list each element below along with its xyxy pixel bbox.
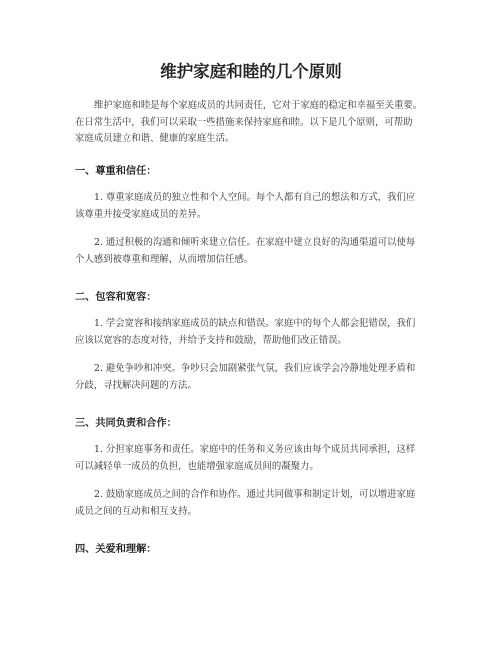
section-2-item-2-line-1: 2. 避免争吵和冲突。争吵只会加剧紧张气氛，我们应该学会冷静地处理矛盾和: [94, 363, 416, 374]
section-heading-care-understanding: 四、关爱和理解：: [75, 544, 157, 555]
section-heading-respect-trust: 一、尊重和信任：: [75, 166, 157, 177]
section-3-item-2-line-1: 2. 鼓励家庭成员之间的合作和协作。通过共同做事和制定计划，可以增进家庭: [94, 489, 416, 500]
intro-paragraph: [75, 98, 422, 148]
intro-line-3: 家庭成员建立和谐、健康的家庭生活。: [75, 133, 235, 144]
section-1-item-2-line-1: 2. 通过积极的沟通和倾听来建立信任。在家庭中建立良好的沟通渠道可以使每: [94, 237, 416, 248]
section-1-item-1-line-2: 该尊重并接受家庭成员的差异。: [75, 208, 207, 220]
section-1-item-1: [75, 190, 415, 223]
section-heading-tolerance: 二、包容和宽容：: [75, 292, 157, 303]
section-1-item-1-line-1: 1. 尊重家庭成员的独立性和个人空间。每个人都有自己的想法和方式，我们应: [94, 192, 416, 203]
section-3-item-1-line-2: 可以减轻单一成员的负担，也能增强家庭成员间的凝聚力。: [75, 460, 319, 472]
section-2-item-1-line-2: 应该以宽容的态度对待，并给予支持和鼓励，帮助他们改正错误。: [75, 334, 347, 346]
section-3-item-2-line-2: 成员之间的互动和相互支持。: [75, 505, 197, 517]
intro-line-2: 在日常生活中，我们可以采取一些措施来保持家庭和睦。以下是几个原则，可帮助: [75, 116, 413, 128]
section-2-item-1: [75, 316, 415, 349]
section-2-item-1-line-1: 1. 学会宽容和接纳家庭成员的缺点和错误。家庭中的每个人都会犯错误，我们: [94, 318, 416, 329]
section-3-item-2: [75, 487, 415, 520]
section-3-item-1-line-1: 1. 分担家庭事务和责任。家庭中的任务和义务应该由每个成员共同承担，这样: [94, 444, 416, 455]
section-1-item-2: [75, 235, 415, 268]
section-2-item-2-line-2: 分歧，寻找解决问题的方法。: [75, 379, 197, 391]
section-heading-cooperation: 三、共同负责和合作：: [75, 418, 177, 429]
section-3-item-1: [75, 442, 415, 475]
intro-line-1: 维护家庭和睦是每个家庭成员的共同责任，它对于家庭的稳定和幸福至关重要。: [94, 100, 423, 111]
section-2-item-2: [75, 361, 415, 394]
document-title: 维护家庭和睦的几个原则: [160, 62, 342, 81]
section-1-item-2-line-2: 个人感到被尊重和理解，从而增加信任感。: [75, 253, 254, 265]
